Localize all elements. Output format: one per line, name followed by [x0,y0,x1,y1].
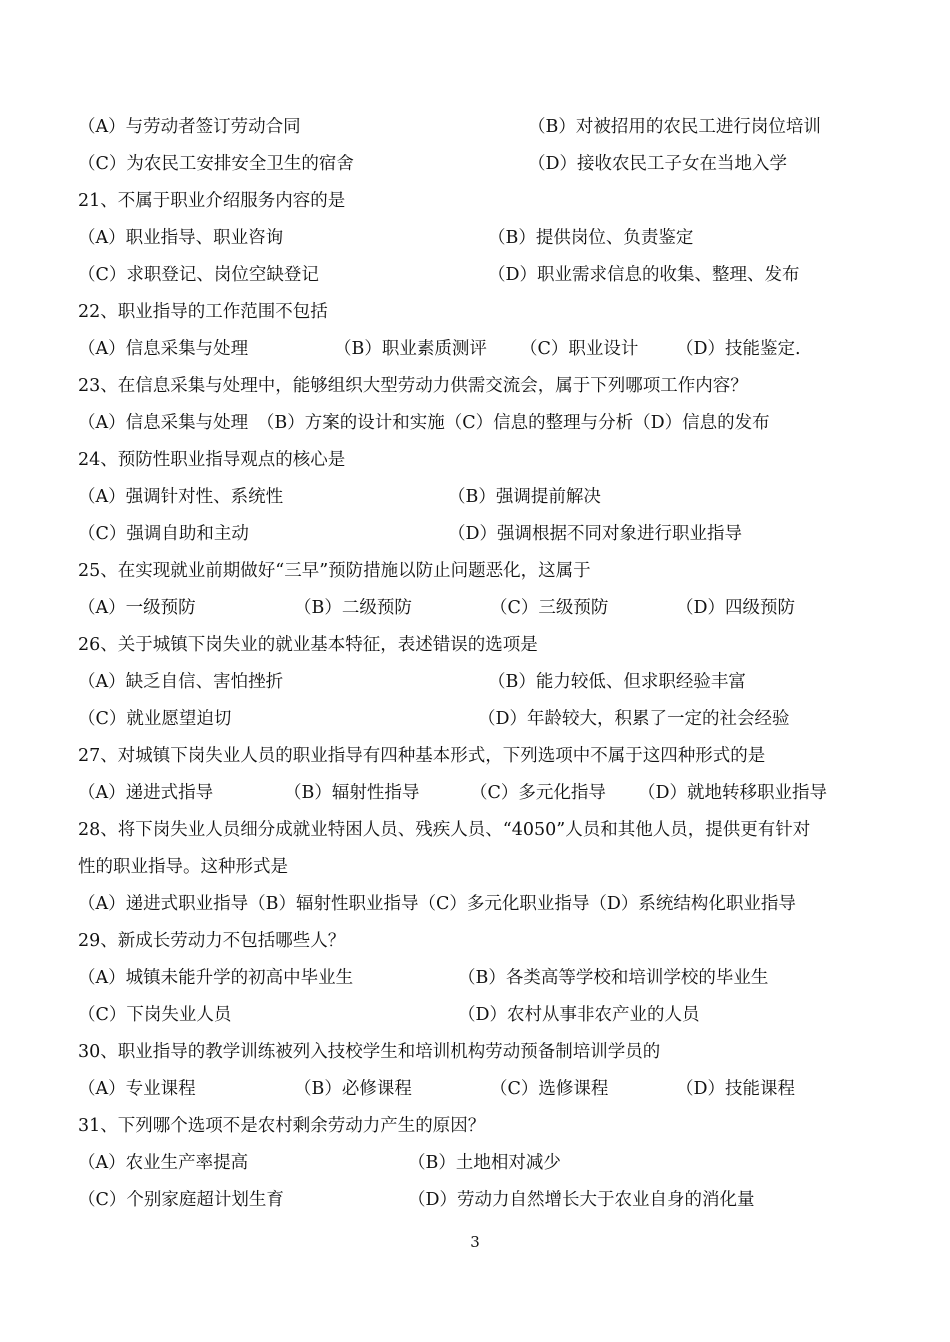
answer-option: （C）求职登记、岗位空缺登记 [78,265,319,285]
question-text: 性的职业指导。这种形式是 [78,857,288,877]
answer-option: （A）信息采集与处理 [78,339,249,359]
answer-options-text: （A）信息采集与处理 （B）方案的设计和实施（C）信息的整理与分析（D）信息的发布 [78,413,770,433]
answer-option: （A）递进式指导 [78,783,214,803]
answer-option: （C）为农民工安排安全卫生的宿舍 [78,154,354,174]
answer-option: （A）职业指导、职业咨询 [78,228,284,248]
answer-option: （B）二级预防 [294,598,412,618]
question-text: 21、不属于职业介绍服务内容的是 [78,191,346,211]
question-text: 29、新成长劳动力不包括哪些人？ [78,931,346,951]
answer-option: （C）选修课程 [490,1079,609,1099]
question-text: 25、在实现就业前期做好“三早”预防措施以防止问题恶化，这属于 [78,561,591,581]
question-text: 28、将下岗失业人员细分成就业特困人员、残疾人员、“4050”人员和其他人员，提供更有针对 [78,820,811,840]
question-text: 31、下列哪个选项不是农村剩余劳动力产生的原因？ [78,1116,486,1136]
answer-option: （C）多元化指导 [470,783,606,803]
answer-option: （B）必修课程 [294,1079,412,1099]
answer-option: （C）三级预防 [490,598,609,618]
answer-option: （D）接收农民工子女在当地入学 [528,154,788,174]
answer-option: （B）能力较低、但求职经验丰富 [488,672,746,692]
answer-option: （B）土地相对减少 [408,1153,561,1173]
answer-option: （B）辐射性指导 [284,783,420,803]
answer-option: （D）四级预防 [676,598,796,618]
answer-option: （D）农村从事非农产业的人员 [458,1005,700,1025]
answer-option: （A）城镇未能升学的初高中毕业生 [78,968,354,988]
answer-option: （D）强调根据不同对象进行职业指导 [448,524,743,544]
answer-option: （B）职业素质测评 [334,339,487,359]
answer-option: （A）农业生产率提高 [78,1153,249,1173]
question-text: 26、关于城镇下岗失业的就业基本特征，表述错误的选项是 [78,635,538,655]
question-text: 27、对城镇下岗失业人员的职业指导有四种基本形式，下列选项中不属于这四种形式的是 [78,746,766,766]
answer-option: （B）强调提前解决 [448,487,601,507]
answer-option: （D）职业需求信息的收集、整理、发布 [488,265,800,285]
answer-option: （D）就地转移职业指导 [638,783,828,803]
question-text: 24、预防性职业指导观点的核心是 [78,450,346,470]
answer-option: （B）对被招用的农民工进行岗位培训 [528,117,821,137]
answer-option: （C）职业设计 [520,339,639,359]
question-text: 23、在信息采集与处理中，能够组织大型劳动力供需交流会，属于下列哪项工作内容？ [78,376,748,396]
answer-option: （B）各类高等学校和培训学校的毕业生 [458,968,769,988]
answer-option: （B）提供岗位、负责鉴定 [488,228,694,248]
answer-option: （C）就业愿望迫切 [78,709,232,729]
answer-option: （C）强调自助和主动 [78,524,249,544]
answer-option: （D）技能鉴定. [676,339,801,359]
question-text: 22、职业指导的工作范围不包括 [78,302,328,322]
answer-option: （C）个别家庭超计划生育 [78,1190,284,1210]
page-number: 3 [470,1233,480,1251]
answer-option: （D）年龄较大，积累了一定的社会经验 [478,709,790,729]
answer-option: （D）劳动力自然增长大于农业自身的消化量 [408,1190,755,1210]
answer-option: （D）技能课程 [676,1079,796,1099]
answer-option: （A）一级预防 [78,598,196,618]
answer-option: （A）强调针对性、系统性 [78,487,284,507]
answer-options-text: （A）递进式职业指导（B）辐射性职业指导（C）多元化职业指导（D）系统结构化职业指导 [78,894,796,914]
answer-option: （A）与劳动者签订劳动合同 [78,117,301,137]
question-text: 30、职业指导的教学训练被列入技校学生和培训机构劳动预备制培训学员的 [78,1042,661,1062]
answer-option: （A）缺乏自信、害怕挫折 [78,672,284,692]
answer-option: （C）下岗失业人员 [78,1005,232,1025]
answer-option: （A）专业课程 [78,1079,196,1099]
